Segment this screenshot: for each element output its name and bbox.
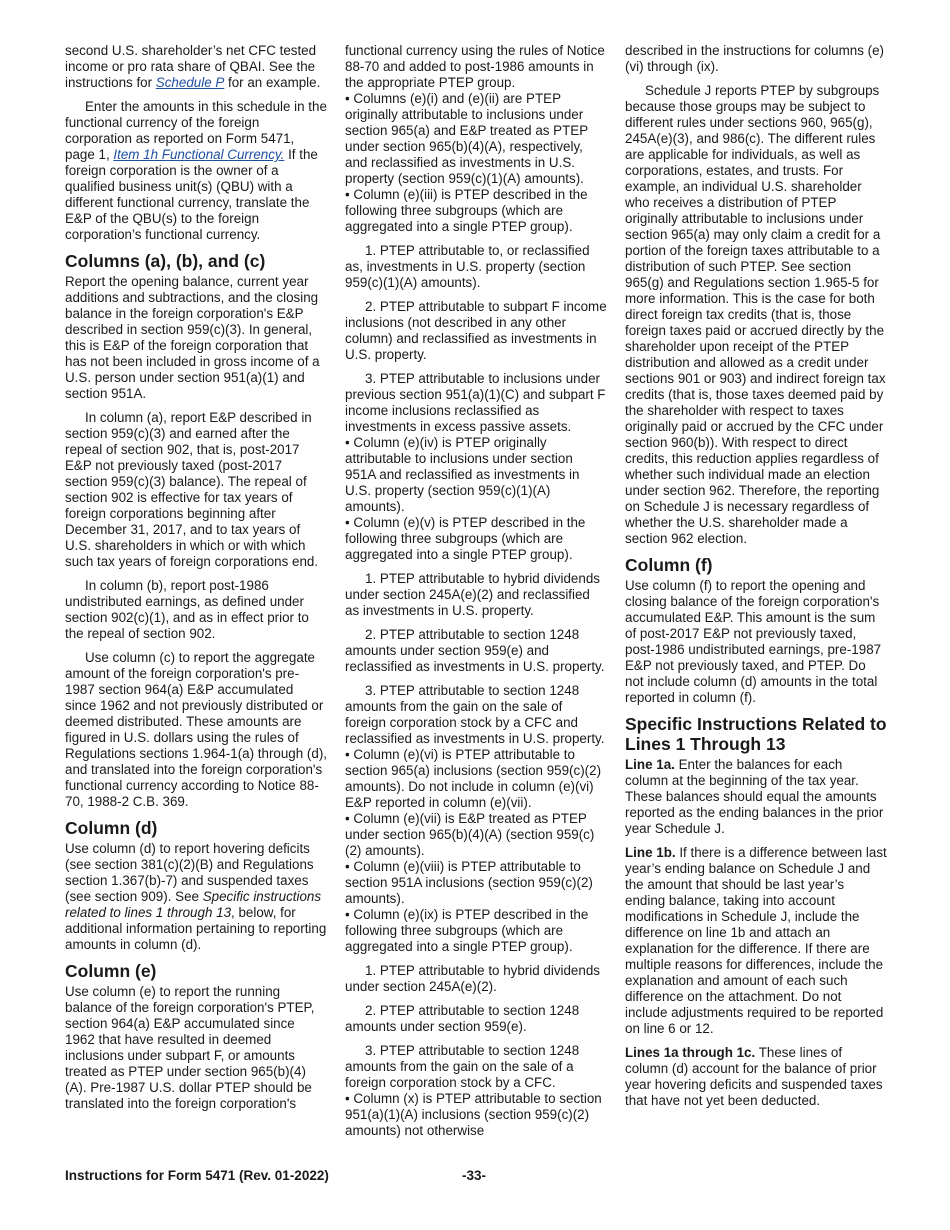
- line-1a-paragraph: Line 1a. Enter the balances for each column at the beginning of the tax year. These balances should equal the amounts reported as the ending balances in the prior year Schedule J.: [625, 757, 884, 836]
- numbered-item: 2. PTEP attributable to section 1248 amounts under section 959(e) and reclassified as investments in U.S. property.: [345, 627, 605, 674]
- numbered-item: 2. PTEP attributable to subpart F income inclusions (not described in any other column) and reclassified as investments in U.S. property.: [345, 299, 607, 362]
- bullet-item: • Column (x) is PTEP attributable to section 951(a)(1)(A) inclusions (section 959(c)(2) amounts) not otherwise: [345, 1091, 602, 1138]
- heading-column-e: Column (e): [65, 961, 157, 981]
- bullet-item: • Column (e)(v) is PTEP described in the following three subgroups (which are aggregated into a single PTEP group).: [345, 515, 586, 562]
- paragraph: Use column (c) to report the aggregate amount of the foreign corporation's pre-1987 section 964(a) E&P accumulated since 1962 and not previously distributed or deemed distributed. These amounts are figured in U.S. dollars using the rules of Regulations sections 1.964-1(a) through (d), and translated into the foreign corporation's functional currency according to Notice 88-70, 1988-2 C.B. 369.: [65, 650, 328, 809]
- paragraph: functional currency using the rules of Notice 88-70 and added to post-1986 amounts in the appropriate PTEP group.: [345, 43, 605, 90]
- line-1b-paragraph: Line 1b. If there is a difference between last year’s ending balance on Schedule J and the amount that should be last year’s ending balance, taking into account modifications in Schedule J, include the difference on line 1b and attach an explanation for the difference. If there are multiple reasons for differences, include the explanation and amount of each such difference on the attachment. Do not include adjustments required to be reported on line 6 or 12.: [625, 845, 887, 1036]
- numbered-item: 3. PTEP attributable to section 1248 amounts from the gain on the sale of a foreign corporation stock by a CFC.: [345, 1043, 580, 1090]
- numbered-item: 1. PTEP attributable to, or reclassified as, investments in U.S. property (section 959(c)(1)(A) amounts).: [345, 243, 590, 290]
- paragraph: Enter the amounts in this schedule in the functional currency of the foreign corporation as reported on Form 5471, page 1, Item 1h Functional Currency. If the foreign corporation is the owner of a qualified business unit(s) (QBU) with a different functional currency, translate the E&P of the QBU(s) to the foreign corporation’s functional currency.: [65, 99, 327, 242]
- numbered-item: 3. PTEP attributable to inclusions under previous section 951(a)(1)(C) and subpart F income inclusions reclassified as investments in excess passive assets.: [345, 371, 606, 434]
- footer-title: Instructions for Form 5471 (Rev. 01-2022): [65, 1168, 329, 1183]
- paragraph: Use column (e) to report the running balance of the foreign corporation's PTEP, section 964(a) E&P accumulated since 1962 that have resulted in deemed inclusions under subpart F, or amounts treated as PTEP under section 965(b)(4)(A). Pre-1987 U.S. dollar PTEP should be translated into the foreign corporation's: [65, 984, 315, 1111]
- bullet-item: • Column (e)(iv) is PTEP originally attributable to inclusions under section 951A and reclassified as investments in U.S. property (section 959(c)(1)(A) amounts).: [345, 435, 580, 514]
- paragraph: In column (a), report E&P described in section 959(c)(3) and earned after the repeal of section 902, that is, post-2017 E&P not previously taxed (post-2017 section 959(c)(3) balance). The repeal of section 902 is effective for tax years of foreign corporations beginning after December 31, 2017, and to tax years of U.S. shareholders in which or with which such tax years of foreign corporations end.: [65, 410, 319, 569]
- column-2: [345, 43, 607, 1139]
- column-1: [65, 43, 327, 1120]
- bullet-item: • Column (e)(iii) is PTEP described in the following three subgroups (which are aggregated into a single PTEP group).: [345, 187, 588, 234]
- paragraph: described in the instructions for columns (e)(vi) through (ix).: [625, 43, 884, 74]
- numbered-item: 3. PTEP attributable to section 1248 amounts from the gain on the sale of foreign corporation stock by a CFC and reclassified as investments in U.S. property.: [345, 683, 605, 746]
- numbered-item: 2. PTEP attributable to section 1248 amounts under section 959(e).: [345, 1003, 580, 1034]
- paragraph: Report the opening balance, current year additions and subtractions, and the closing balance in the foreign corporation's E&P described in section 959(c)(3). In general, this is E&P of the foreign corporation that has not been included in gross income of a U.S. person under section 951(a)(1) and section 951A.: [65, 274, 320, 401]
- bullet-item: • Columns (e)(i) and (e)(ii) are PTEP originally attributable to inclusions under section 965(a) and E&P treated as PTEP under section 965(b)(4)(A), respectively, and reclassified as investments in U.S. property (section 959(c)(1)(A) amounts).: [345, 91, 588, 186]
- bullet-item: • Column (e)(vii) is E&P treated as PTEP under section 965(b)(4)(A) (section 959(c)(2) amounts).: [345, 811, 595, 858]
- paragraph: Schedule J reports PTEP by subgroups because those groups may be subject to different rules under sections 960, 965(g), 245A(e)(3), and 986(c). The different rules are applicable for individuals, as well as corporations, estates, and trusts. For example, an individual U.S. shareholder who receives a distribution of PTEP originally attributable to inclusions under section 965(a) may only claim a credit for a portion of the foreign taxes attributable to a distribution of such PTEP. See section 965(g) and Regulations section 1.965-5 for more information. This is the case for both direct foreign tax credits (that is, those foreign taxes paid or accrued directly by the shareholder upon receipt of the PTEP distribution and allowed as a credit under sections 901 or 903) and indirect foreign tax credits (that is, those taxes deemed paid by the shareholder with respect to taxes originally paid or accrued by the CFC under section 960(b)). With respect to direct credits, this reduction applies regardless of whether such individual made an election under section 962. Therefore, the reporting on Schedule J is necessary regardless of whether the U.S. shareholder made a section 962 election.: [625, 83, 886, 546]
- heading-specific-instructions: Specific Instructions Related to Lines 1 Through 13: [625, 714, 887, 754]
- page-number: -33-: [462, 1168, 487, 1183]
- bullet-item: • Column (e)(ix) is PTEP described in the following three subgroups (which are aggregated into a single PTEP group).: [345, 907, 589, 954]
- paragraph: In column (b), report post-1986 undistributed earnings, as defined under section 902(c)(1), and as in effect prior to the repeal of section 902.: [65, 578, 309, 641]
- schedule-p-link[interactable]: Schedule P: [155, 75, 225, 90]
- heading-column-d: Column (d): [65, 818, 158, 838]
- paragraph: second U.S. shareholder’s net CFC tested income or pro rata share of QBAI. See the instructions for Schedule P for an example.: [65, 43, 321, 90]
- lines-1a-1c-paragraph: Lines 1a through 1c. These lines of column (d) account for the balance of prior year hovering deficits and suspended taxes that have not yet been deducted.: [625, 1045, 883, 1108]
- bullet-item: • Column (e)(vi) is PTEP attributable to section 965(a) inclusions (section 959(c)(2) amounts). Do not include in column (e)(vi) E&P reported in column (e)(vii).: [345, 747, 602, 810]
- heading-column-f: Column (f): [625, 555, 713, 575]
- paragraph: Use column (d) to report hovering deficits (see section 381(c)(2)(B) and Regulations section 1.367(b)-7) and suspended taxes (see section 909). See Specific instructions related to lines 1 through 13, below, for additional information pertaining to reporting amounts in column (d).: [65, 841, 327, 952]
- bullet-item: • Column (e)(viii) is PTEP attributable to section 951A inclusions (section 959(c)(2) amounts).: [345, 859, 593, 906]
- numbered-item: 1. PTEP attributable to hybrid dividends under section 245A(e)(2).: [345, 963, 600, 994]
- paragraph: Use column (f) to report the opening and closing balance of the foreign corporation's accumulated E&P. This amount is the sum of post-2017 E&P not previously taxed, post-1986 undistributed earnings, pre-1987 E&P not previously taxed, and PTEP. Do not include column (d) amounts in the total reported in column (f).: [625, 578, 882, 705]
- heading-columns-abc: Columns (a), (b), and (c): [65, 251, 266, 271]
- item-1h-functional-currency-link[interactable]: Item 1h Functional Currency.: [113, 147, 285, 162]
- numbered-item: 1. PTEP attributable to hybrid dividends under section 245A(e)(2) and reclassified as investments in U.S. property.: [345, 571, 600, 618]
- column-3: [625, 43, 887, 1117]
